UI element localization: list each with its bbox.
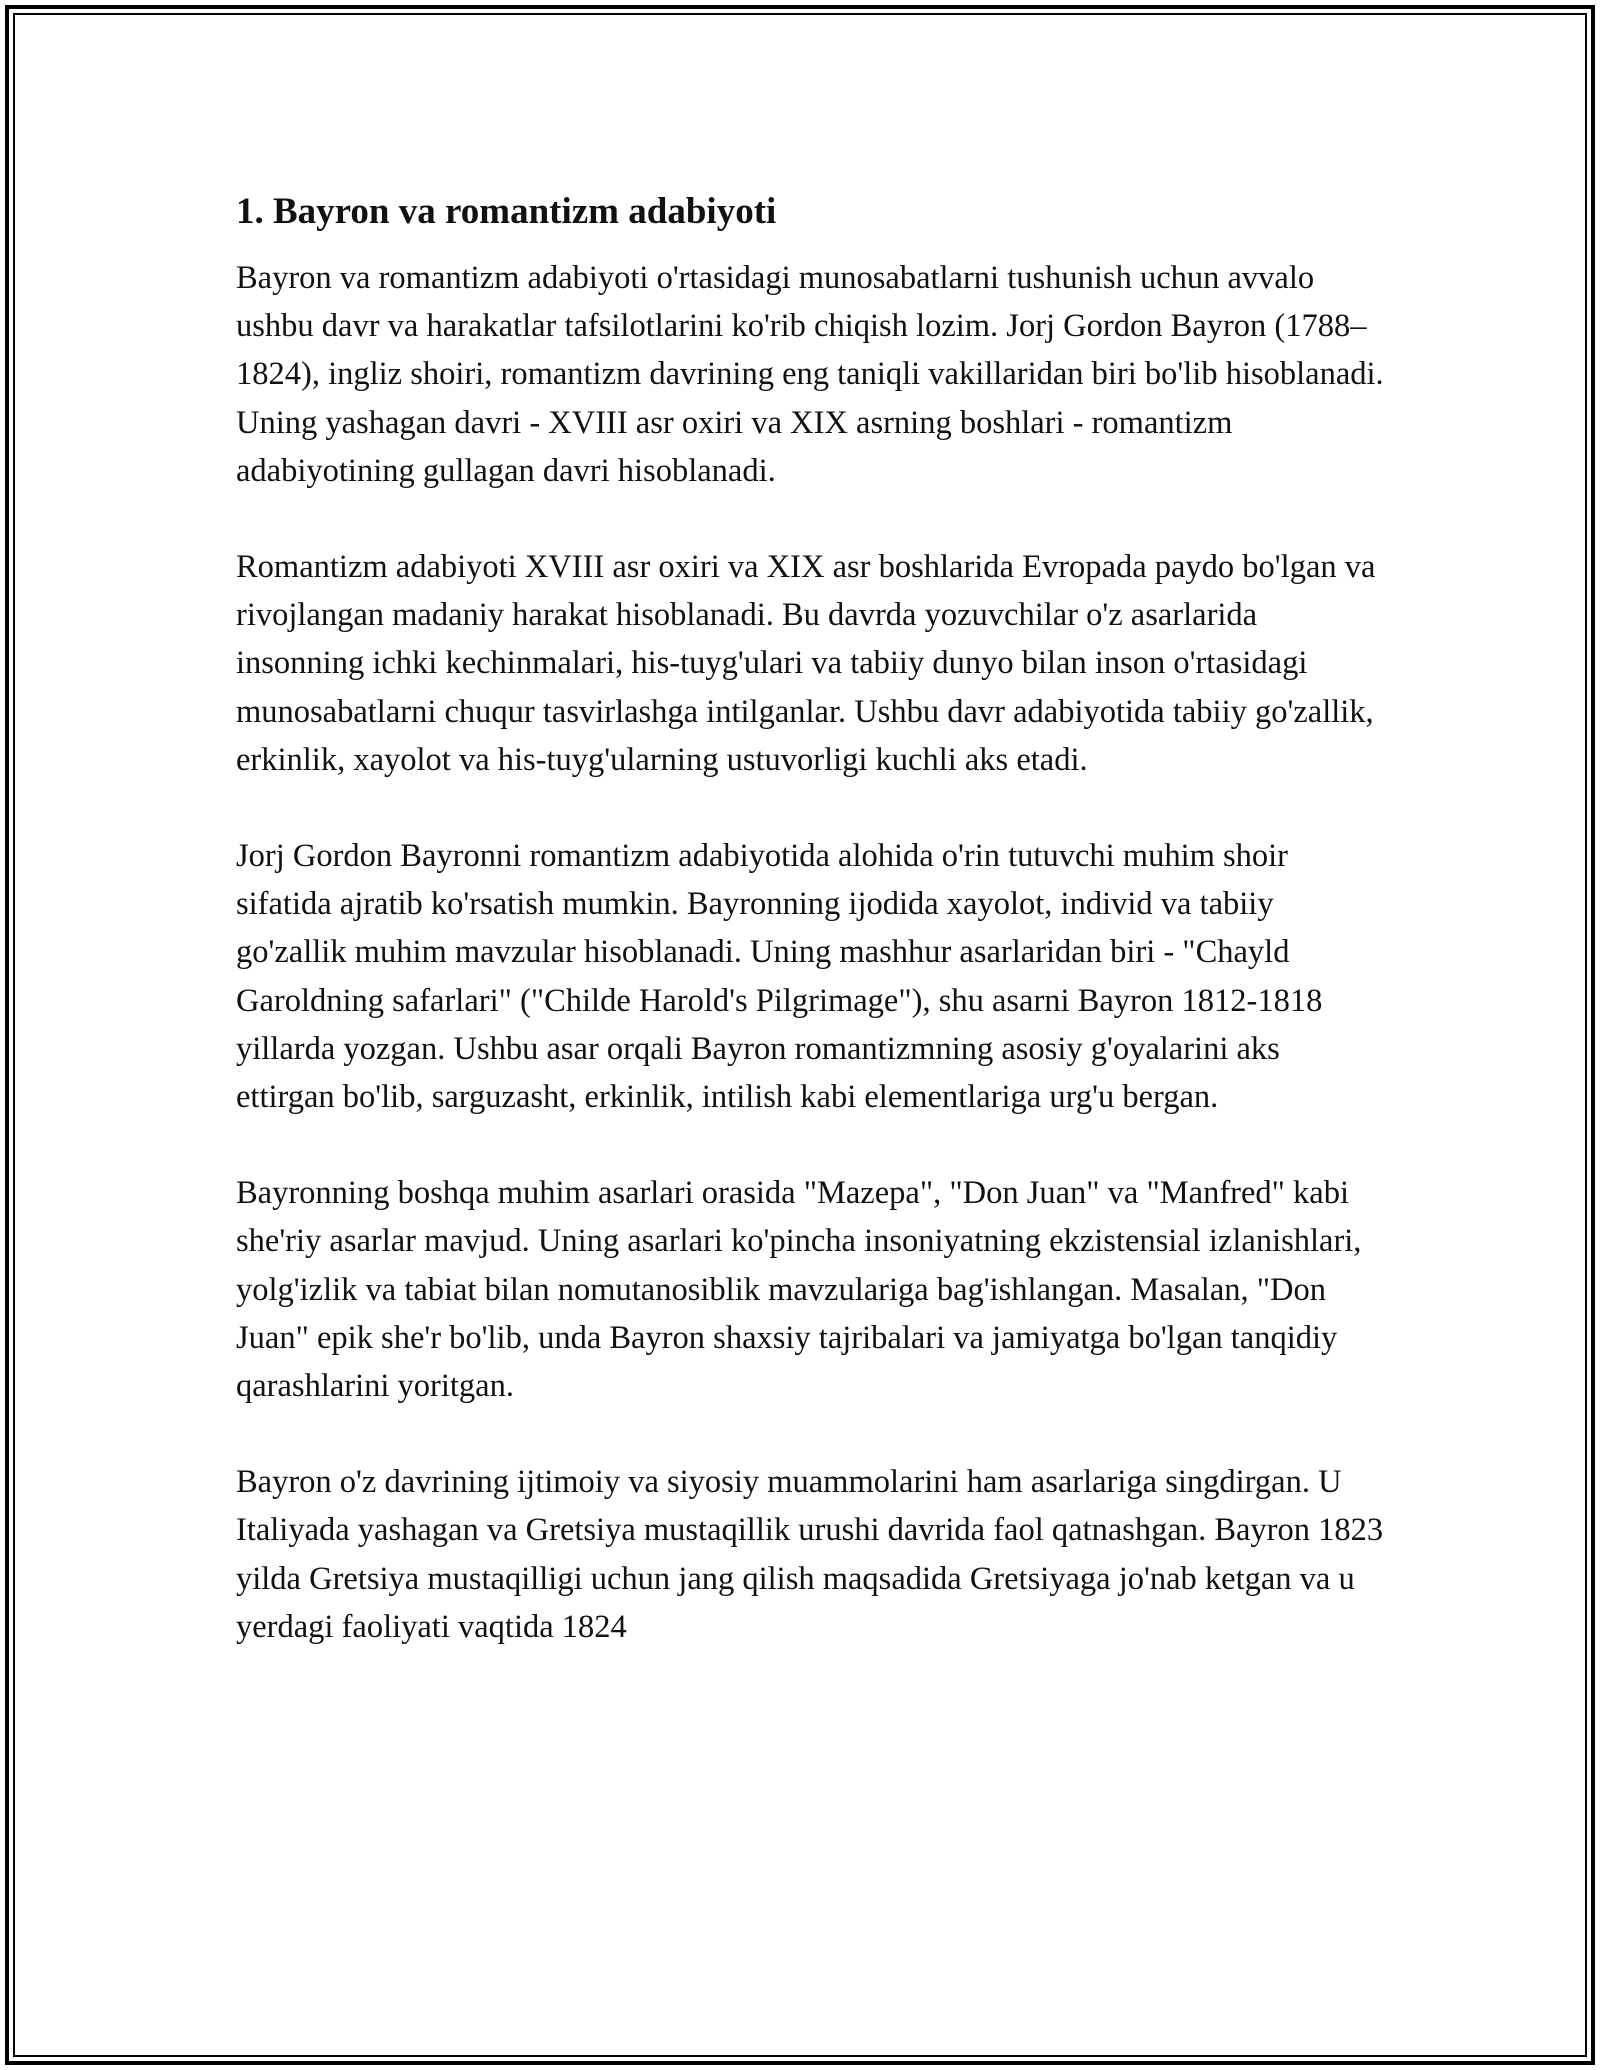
- paragraph-4: Bayronning boshqa muhim asarlari orasida "Mazepa", "Don Juan" va "Manfred" kabi she'riy asarlar mavjud. Uning asarlari ko'pincha insoniyatning ekzistensial izlanishlari, yolg'izlik va tabiat bilan nomutanosiblik mavzulariga bag'ishlangan. Masalan, "Don Juan" epik she'r bo'lib, unda Bayron shaxsiy tajribalari va jamiyatga bo'lgan tanqidiy qarashlarini yoritgan.: [236, 1175, 1362, 1405]
- section-heading: 1. Bayron va romantizm adabiyoti: [236, 191, 777, 232]
- paragraph-2: Romantizm adabiyoti XVIII asr oxiri va XIX asr boshlarida Evropada paydo bo'lgan va rivojlangan madaniy harakat hisoblanadi. Bu davrda yozuvchilar o'z asarlarida insonning ichki kechinmalari, his-tuyg'ulari va tabiiy dunyo bilan inson o'rtasidagi munosabatlarni chuqur tasvirlashga intilganlar. Ushbu davr adabiyotida tabiiy go'zallik, erkinlik, xayolot va his-tuyg'ularning ustuvorligi kuchli aks etadi.: [236, 549, 1376, 778]
- document-body: [236, 188, 1386, 1699]
- paragraph-1: Bayron va romantizm adabiyoti o'rtasidagi munosabatlarni tushunish uchun avvalo ushbu davr va harakatlar tafsilotlarini ko'rib chiqish lozim. Jorj Gordon Bayron (1788–1824), ingliz shoiri, romantizm davrining eng taniqli vakillaridan biri bo'lib hisoblanadi. Uning yashagan davri - XVIII asr oxiri va XIX asrning boshlari - romantizm adabiyotining gullagan davri hisoblanadi.: [236, 260, 1384, 489]
- paragraph-3: Jorj Gordon Bayronni romantizm adabiyotida alohida o'rin tutuvchi muhim shoir sifatida ajratib ko'rsatish mumkin. Bayronning ijodida xayolot, individ va tabiiy go'zallik muhim mavzular hisoblanadi. Uning mashhur asarlaridan biri - "Chayld Garoldning safarlari" ("Childe Harold's Pilgrimage"), shu asarni Bayron 1812-1818 yillarda yozgan. Ushbu asar orqali Bayron romantizmning asosiy g'oyalarini aks ettirgan bo'lib, sarguzasht, erkinlik, intilish kabi elementlariga urg'u bergan.: [236, 838, 1323, 1116]
- paragraph-5: Bayron o'z davrining ijtimoiy va siyosiy muammolarini ham asarlariga singdirgan. U Italiyada yashagan va Gretsiya mustaqillik urushi davrida faol qatnashgan. Bayron 1823 yilda Gretsiya mustaqilligi uchun jang qilish maqsadida Gretsiyaga jo'nab ketgan va u yerdagi faoliyati vaqtida 1824: [236, 1464, 1384, 1645]
